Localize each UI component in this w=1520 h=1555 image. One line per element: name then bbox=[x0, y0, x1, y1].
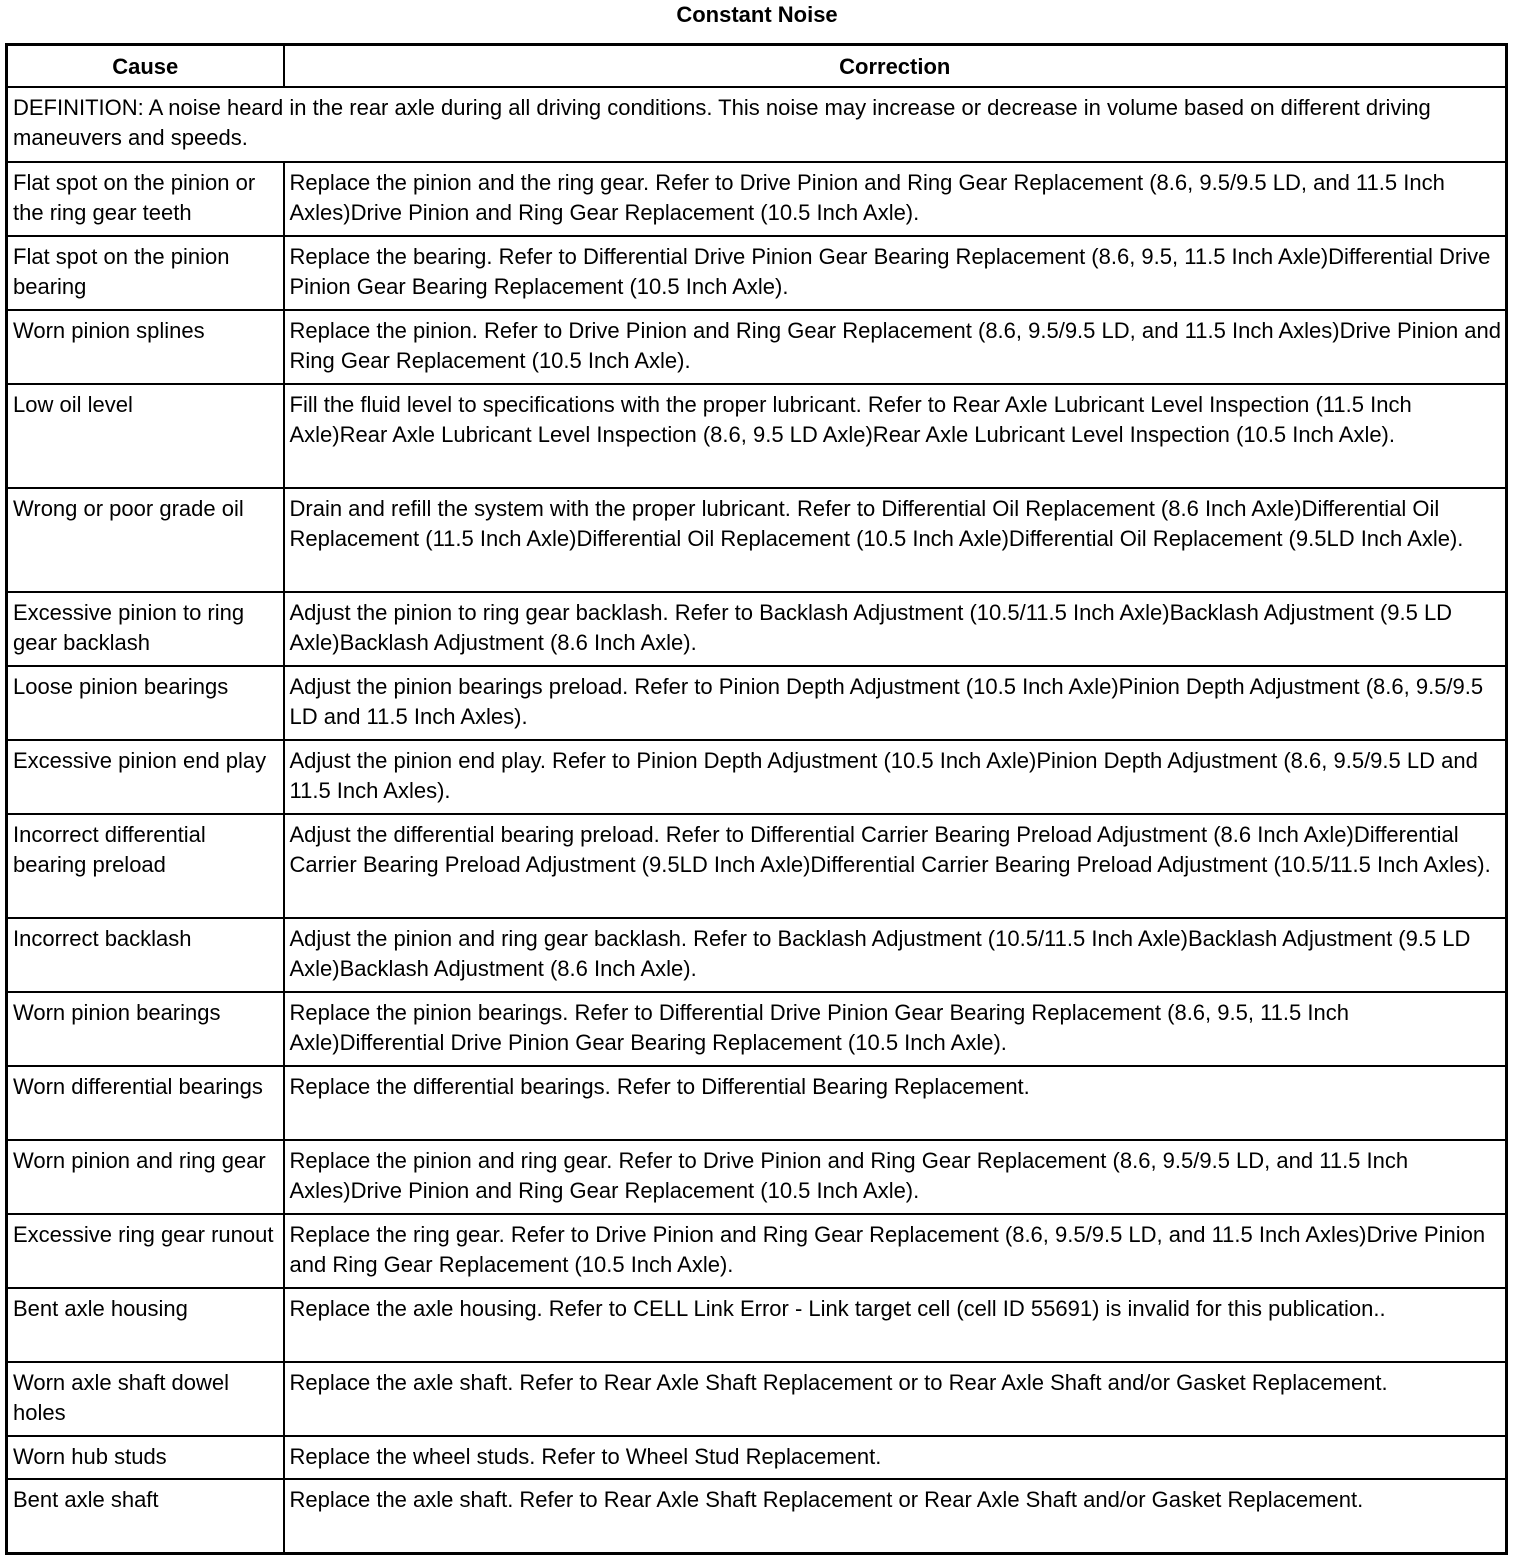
cause-cell: Flat spot on the pinion bearing bbox=[7, 236, 284, 310]
correction-cell: Drain and refill the system with the proper lubricant. Refer to Differential Oil Replacement (8.6 Inch Axle)Differential Oil Replacement (11.5 Inch Axle)Differential Oil Replacement (10.5 Inch Axle)Differential Oil Replacement (9.5LD Inch Axle). bbox=[284, 488, 1507, 592]
cause-cell: Wrong or poor grade oil bbox=[7, 488, 284, 592]
table-row bbox=[7, 1362, 1507, 1436]
definition-text: DEFINITION: A noise heard in the rear axle during all driving conditions. This noise may increase or decrease in volume based on different driving maneuvers and speeds. bbox=[7, 87, 1507, 162]
cause-cell: Worn differential bearings bbox=[7, 1066, 284, 1140]
correction-cell: Replace the pinion. Refer to Drive Pinion and Ring Gear Replacement (8.6, 9.5/9.5 LD, and 11.5 Inch Axles)Drive Pinion and Ring Gear Replacement (10.5 Inch Axle). bbox=[284, 310, 1507, 384]
header-correction: Correction bbox=[284, 45, 1507, 88]
table-row bbox=[7, 488, 1507, 592]
cause-cell: Worn pinion splines bbox=[7, 310, 284, 384]
correction-cell: Adjust the pinion bearings preload. Refer to Pinion Depth Adjustment (10.5 Inch Axle)Pinion Depth Adjustment (8.6, 9.5/9.5 LD and 11.5 Inch Axles). bbox=[284, 666, 1507, 740]
table-row bbox=[7, 384, 1507, 488]
correction-cell: Replace the axle shaft. Refer to Rear Axle Shaft Replacement or Rear Axle Shaft and/or Gasket Replacement. bbox=[284, 1479, 1507, 1554]
correction-cell: Replace the bearing. Refer to Differential Drive Pinion Gear Bearing Replacement (8.6, 9.5, 11.5 Inch Axle)Differential Drive Pinion Gear Bearing Replacement (10.5 Inch Axle). bbox=[284, 236, 1507, 310]
cause-cell: Excessive pinion to ring gear backlash bbox=[7, 592, 284, 666]
table-row bbox=[7, 236, 1507, 310]
table-row bbox=[7, 1479, 1507, 1554]
correction-cell: Replace the axle housing. Refer to CELL Link Error - Link target cell (cell ID 55691) is invalid for this publication.. bbox=[284, 1288, 1507, 1362]
cause-cell: Bent axle shaft bbox=[7, 1479, 284, 1554]
page-title: Constant Noise bbox=[676, 2, 838, 27]
table-row bbox=[7, 918, 1507, 992]
table-row bbox=[7, 666, 1507, 740]
cause-cell: Loose pinion bearings bbox=[7, 666, 284, 740]
table-row bbox=[7, 162, 1507, 236]
correction-cell: Replace the pinion and the ring gear. Refer to Drive Pinion and Ring Gear Replacement (8.6, 9.5/9.5 LD, and 11.5 Inch Axles)Drive Pinion and Ring Gear Replacement (10.5 Inch Axle). bbox=[284, 162, 1507, 236]
correction-cell: Replace the axle shaft. Refer to Rear Axle Shaft Replacement or to Rear Axle Shaft and/or Gasket Replacement. bbox=[284, 1362, 1507, 1436]
correction-cell: Adjust the pinion and ring gear backlash. Refer to Backlash Adjustment (10.5/11.5 Inch Axle)Backlash Adjustment (9.5 LD Axle)Backlash Adjustment (8.6 Inch Axle). bbox=[284, 918, 1507, 992]
table-row bbox=[7, 592, 1507, 666]
correction-cell: Adjust the pinion end play. Refer to Pinion Depth Adjustment (10.5 Inch Axle)Pinion Depth Adjustment (8.6, 9.5/9.5 LD and 11.5 Inch Axles). bbox=[284, 740, 1507, 814]
correction-cell: Replace the pinion bearings. Refer to Differential Drive Pinion Gear Bearing Replacement (8.6, 9.5, 11.5 Inch Axle)Differential Drive Pinion Gear Bearing Replacement (10.5 Inch Axle). bbox=[284, 992, 1507, 1066]
correction-cell: Replace the ring gear. Refer to Drive Pinion and Ring Gear Replacement (8.6, 9.5/9.5 LD, and 11.5 Inch Axles)Drive Pinion and Ring Gear Replacement (10.5 Inch Axle). bbox=[284, 1214, 1507, 1288]
cause-cell: Incorrect differential bearing preload bbox=[7, 814, 284, 918]
table-header-row bbox=[7, 45, 1507, 88]
cause-cell: Worn pinion and ring gear bbox=[7, 1140, 284, 1214]
cause-cell: Worn axle shaft dowel holes bbox=[7, 1362, 284, 1436]
correction-cell: Fill the fluid level to specifications with the proper lubricant. Refer to Rear Axle Lubricant Level Inspection (11.5 Inch Axle)Rear Axle Lubricant Level Inspection (8.6, 9.5 LD Axle)Rear Axle Lubricant Level Inspection (10.5 Inch Axle). bbox=[284, 384, 1507, 488]
table-row bbox=[7, 1066, 1507, 1140]
cause-cell: Worn hub studs bbox=[7, 1436, 284, 1479]
cause-cell: Incorrect backlash bbox=[7, 918, 284, 992]
correction-cell: Replace the pinion and ring gear. Refer to Drive Pinion and Ring Gear Replacement (8.6, 9.5/9.5 LD, and 11.5 Inch Axles)Drive Pinion and Ring Gear Replacement (10.5 Inch Axle). bbox=[284, 1140, 1507, 1214]
diagnostic-table bbox=[5, 43, 1508, 1555]
table-row bbox=[7, 1214, 1507, 1288]
definition-row bbox=[7, 87, 1507, 162]
correction-cell: Replace the wheel studs. Refer to Wheel Stud Replacement. bbox=[284, 1436, 1507, 1479]
correction-cell: Adjust the pinion to ring gear backlash. Refer to Backlash Adjustment (10.5/11.5 Inch Axle)Backlash Adjustment (9.5 LD Axle)Backlash Adjustment (8.6 Inch Axle). bbox=[284, 592, 1507, 666]
table-row bbox=[7, 310, 1507, 384]
correction-cell: Replace the differential bearings. Refer to Differential Bearing Replacement. bbox=[284, 1066, 1507, 1140]
cause-cell: Excessive ring gear runout bbox=[7, 1214, 284, 1288]
header-cause: Cause bbox=[7, 45, 284, 88]
table-row bbox=[7, 1288, 1507, 1362]
table-row bbox=[7, 1436, 1507, 1479]
cause-cell: Worn pinion bearings bbox=[7, 992, 284, 1066]
table-row bbox=[7, 740, 1507, 814]
cause-cell: Bent axle housing bbox=[7, 1288, 284, 1362]
cause-cell: Excessive pinion end play bbox=[7, 740, 284, 814]
table-row bbox=[7, 992, 1507, 1066]
correction-cell: Adjust the differential bearing preload. Refer to Differential Carrier Bearing Preload Adjustment (8.6 Inch Axle)Differential Carrier Bearing Preload Adjustment (9.5LD Inch Axle)Differential Carrier Bearing Preload Adjustment (10.5/11.5 Inch Axles). bbox=[284, 814, 1507, 918]
cause-cell: Flat spot on the pinion or the ring gear teeth bbox=[7, 162, 284, 236]
table-row bbox=[7, 1140, 1507, 1214]
cause-cell: Low oil level bbox=[7, 384, 284, 488]
table-row bbox=[7, 814, 1507, 918]
